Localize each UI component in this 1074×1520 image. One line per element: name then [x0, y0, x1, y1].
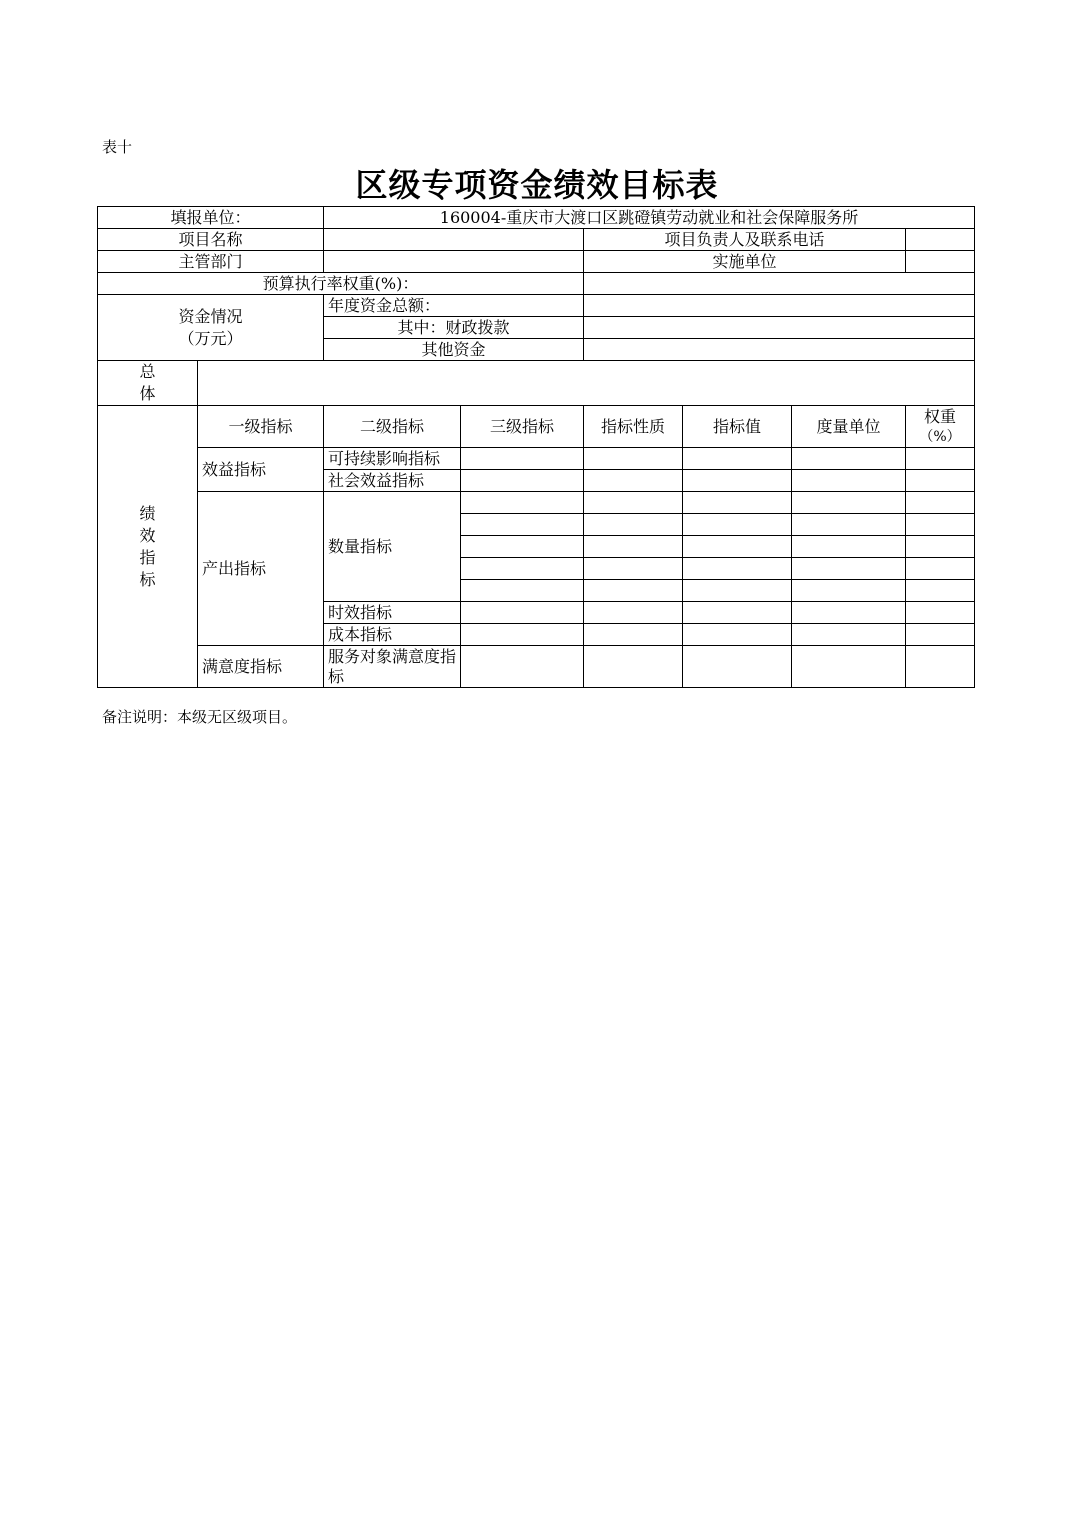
- benefit-indicator-label: 效益指标: [198, 448, 324, 492]
- overall-goal-value[interactable]: [198, 361, 975, 406]
- budget-rate-label: 预算执行率权重(%)：: [98, 273, 584, 295]
- cell-input[interactable]: [584, 536, 683, 558]
- cell-input[interactable]: [461, 646, 584, 688]
- cell-input[interactable]: [906, 536, 975, 558]
- annual-total-label: 年度资金总额：: [324, 295, 584, 317]
- performance-target-table: [97, 206, 975, 688]
- header-value: 指标值: [683, 406, 792, 448]
- cell-input[interactable]: [792, 514, 906, 536]
- cell-input[interactable]: [906, 646, 975, 688]
- unit-value: 160004-重庆市大渡口区跳磴镇劳动就业和社会保障服务所: [324, 207, 975, 229]
- header-unit: 度量单位: [792, 406, 906, 448]
- cell-input[interactable]: [792, 646, 906, 688]
- table-row: [98, 448, 975, 470]
- satisfaction-indicator-label: 满意度指标: [198, 646, 324, 688]
- timeliness-indicator-label: 时效指标: [324, 602, 461, 624]
- cell-input[interactable]: [461, 448, 584, 470]
- cell-input[interactable]: [683, 580, 792, 602]
- cell-input[interactable]: [584, 558, 683, 580]
- fiscal-label: 其中：财政拨款: [324, 317, 584, 339]
- row-unit: [98, 207, 975, 229]
- cell-input[interactable]: [683, 624, 792, 646]
- row-funds-total: [98, 295, 975, 317]
- quantity-indicator-label: 数量指标: [324, 492, 461, 602]
- cell-input[interactable]: [906, 470, 975, 492]
- row-dept: [98, 251, 975, 273]
- cell-input[interactable]: [461, 580, 584, 602]
- remark-note: 备注说明：本级无区级项目。: [102, 708, 298, 726]
- cell-input[interactable]: [906, 580, 975, 602]
- cell-input[interactable]: [584, 580, 683, 602]
- cell-input[interactable]: [683, 646, 792, 688]
- output-indicator-label: 产出指标: [198, 492, 324, 646]
- project-leader-value[interactable]: [906, 229, 975, 251]
- funds-label-line2: （万元）: [178, 328, 243, 348]
- cell-input[interactable]: [792, 602, 906, 624]
- cell-input[interactable]: [792, 448, 906, 470]
- cell-input[interactable]: [584, 602, 683, 624]
- cell-input[interactable]: [906, 514, 975, 536]
- cell-input[interactable]: [792, 536, 906, 558]
- cost-indicator-label: 成本指标: [324, 624, 461, 646]
- fiscal-value[interactable]: [584, 317, 975, 339]
- header-nature: 指标性质: [584, 406, 683, 448]
- table-row: [98, 492, 975, 514]
- project-name-label: 项目名称: [98, 229, 324, 251]
- row-project-name: [98, 229, 975, 251]
- service-satisfaction-label: 服务对象满意度指标: [324, 646, 461, 688]
- header-weight: [906, 406, 975, 448]
- cell-input[interactable]: [792, 624, 906, 646]
- cell-input[interactable]: [584, 624, 683, 646]
- project-name-value[interactable]: [324, 229, 584, 251]
- cell-input[interactable]: [683, 470, 792, 492]
- cell-input[interactable]: [461, 492, 584, 514]
- budget-rate-value[interactable]: [584, 273, 975, 295]
- cell-input[interactable]: [906, 602, 975, 624]
- project-leader-label: 项目负责人及联系电话: [584, 229, 906, 251]
- dept-label: 主管部门: [98, 251, 324, 273]
- cell-input[interactable]: [683, 536, 792, 558]
- cell-input[interactable]: [683, 558, 792, 580]
- row-indicator-headers: [98, 406, 975, 448]
- cell-input[interactable]: [461, 514, 584, 536]
- header-level3: 三级指标: [461, 406, 584, 448]
- cell-input[interactable]: [683, 448, 792, 470]
- row-overall: [98, 361, 975, 406]
- page-title: 区级专项资金绩效目标表: [355, 166, 719, 204]
- funds-label-line1: 资金情况: [178, 306, 243, 326]
- header-weight-line2: （%）: [919, 428, 961, 445]
- cell-input[interactable]: [584, 492, 683, 514]
- cell-input[interactable]: [906, 558, 975, 580]
- social-indicator-label: 社会效益指标: [324, 470, 461, 492]
- cell-input[interactable]: [461, 602, 584, 624]
- cell-input[interactable]: [683, 602, 792, 624]
- cell-input[interactable]: [683, 492, 792, 514]
- impl-unit-value[interactable]: [906, 251, 975, 273]
- cell-input[interactable]: [584, 448, 683, 470]
- header-weight-line1: 权重: [924, 406, 957, 426]
- cell-input[interactable]: [584, 470, 683, 492]
- cell-input[interactable]: [461, 558, 584, 580]
- cell-input[interactable]: [584, 646, 683, 688]
- cell-input[interactable]: [906, 448, 975, 470]
- dept-value[interactable]: [324, 251, 584, 273]
- performance-indicators-label: 绩效指标: [98, 406, 198, 688]
- cell-input[interactable]: [792, 580, 906, 602]
- cell-input[interactable]: [906, 492, 975, 514]
- table-number: 表十: [102, 138, 133, 156]
- other-funds-value[interactable]: [584, 339, 975, 361]
- cell-input[interactable]: [792, 492, 906, 514]
- sustain-indicator-label: 可持续影响指标: [324, 448, 461, 470]
- overall-label: 总体: [98, 361, 198, 406]
- impl-unit-label: 实施单位: [584, 251, 906, 273]
- header-level2: 二级指标: [324, 406, 461, 448]
- cell-input[interactable]: [461, 536, 584, 558]
- cell-input[interactable]: [792, 558, 906, 580]
- funds-label: [98, 295, 324, 361]
- cell-input[interactable]: [792, 470, 906, 492]
- other-funds-label: 其他资金: [324, 339, 584, 361]
- table-row: [98, 646, 975, 688]
- row-budget-rate: [98, 273, 975, 295]
- cell-input[interactable]: [461, 624, 584, 646]
- header-level1: 一级指标: [198, 406, 324, 448]
- annual-total-value[interactable]: [584, 295, 975, 317]
- cell-input[interactable]: [461, 470, 584, 492]
- cell-input[interactable]: [584, 514, 683, 536]
- cell-input[interactable]: [906, 624, 975, 646]
- unit-label: 填报单位：: [98, 207, 324, 229]
- cell-input[interactable]: [683, 514, 792, 536]
